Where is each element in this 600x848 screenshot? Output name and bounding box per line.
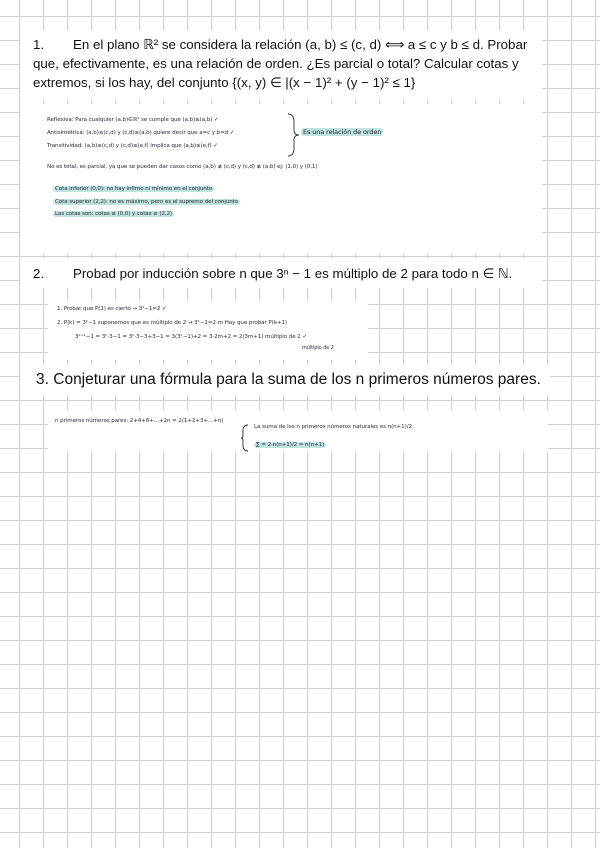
hw-3-line-3: ∑ = 2·n(n+1)/2 = n(n+1) — [256, 442, 325, 448]
left-brace-icon — [240, 423, 250, 453]
problem-2-number: 2. — [33, 266, 45, 281]
brace-icon — [286, 112, 300, 158]
hw-1-conclusion: Es una relación de orden — [303, 128, 382, 136]
hw-2-line-3: 3ᵏ⁺¹−1 = 3ᵏ·3−1 = 3ᵏ·3−3+3−1 = 3(3ᵏ−1)+2 = 3·2m+2 = 2(3m+1) múltiplo de 2 ✓ — [75, 334, 307, 340]
problem-1-line-3: extremos, si los hay, del conjunto {(x, y) ∈ |(x − 1)² + (y − 1)² ≤ 1} — [33, 75, 416, 90]
hw-1-line-2: Antisimétrica: (a,b)≤(c,d) y (c,d)≤(a,b) quiere decir que a=c y b=d ✓ — [47, 130, 235, 136]
problem-1-line-2: que, efectivamente, es una relación de orden. ¿Es parcial o total? Calcular cotas y — [33, 56, 519, 71]
problem-3-text: 3. Conjeturar una fórmula para la suma de los n primeros números pares. — [36, 371, 541, 388]
problem-1-line-1: 1. En el plano ℝ² se considera la relación (a, b) ≤ (c, d) ⟺ a ≤ c y b ≤ d. Probar — [33, 37, 528, 52]
hw-3-line-1: n primeros números pares: 2+4+6+...+2n = 2(1+2+3+...+n) — [55, 418, 224, 424]
hw-1-line-7: Las cotas son: cotas ≤ (0,0) y cotas ≥ (2,2) — [55, 211, 173, 217]
hw-2-line-4: múltiplo de 2 — [302, 345, 334, 351]
problem-1-text — [33, 35, 537, 92]
hw-2-line-1: 1. Probar que P(1) es cierto → 3¹−1=2 ✓ — [57, 306, 167, 312]
hw-1-line-3: Transitividad: (a,b)≤(c,d) y (c,d)≤(e,f) implica que (a,b)≤(e,f) ✓ — [47, 143, 218, 149]
hw-1-line-1: Reflexiva: Para cualquier (a,b)∈ℝ² se cumple que (a,b)≤(a,b) ✓ — [47, 117, 219, 123]
hw-1-line-4: No es total, es parcial, ya que se pueden dar casos como (a,b) ≰ (c,d) y (c,d) ≰ (a,b) ej: (1,0) y (0,1) — [47, 164, 318, 170]
problem-1-number: 1. — [33, 37, 45, 52]
problem-3-number: 3. — [36, 371, 49, 388]
hw-1-line-6: Cota superior (2,2): no es máximo, pero es el supremo del conjunto — [55, 199, 239, 205]
problem-2-text: 2. Probad por inducción sobre n que 3ⁿ − 1 es múltiplo de 2 para todo n ∈ ℕ. — [33, 266, 513, 281]
answer-1-block — [20, 104, 542, 254]
hw-2-line-2: 2. P(k) = 3ᵏ−1 suponemos que es múltiplo de 2 → 3ᵏ−1=2·m Hay que probar P(k+1) — [57, 320, 288, 326]
hw-3-line-2: La suma de los n primeros números naturales es n(n+1)/2 — [254, 424, 412, 430]
hw-1-line-5: Cota inferior (0,0): no hay ínfimo ni mínimo en el conjunto — [55, 186, 213, 192]
